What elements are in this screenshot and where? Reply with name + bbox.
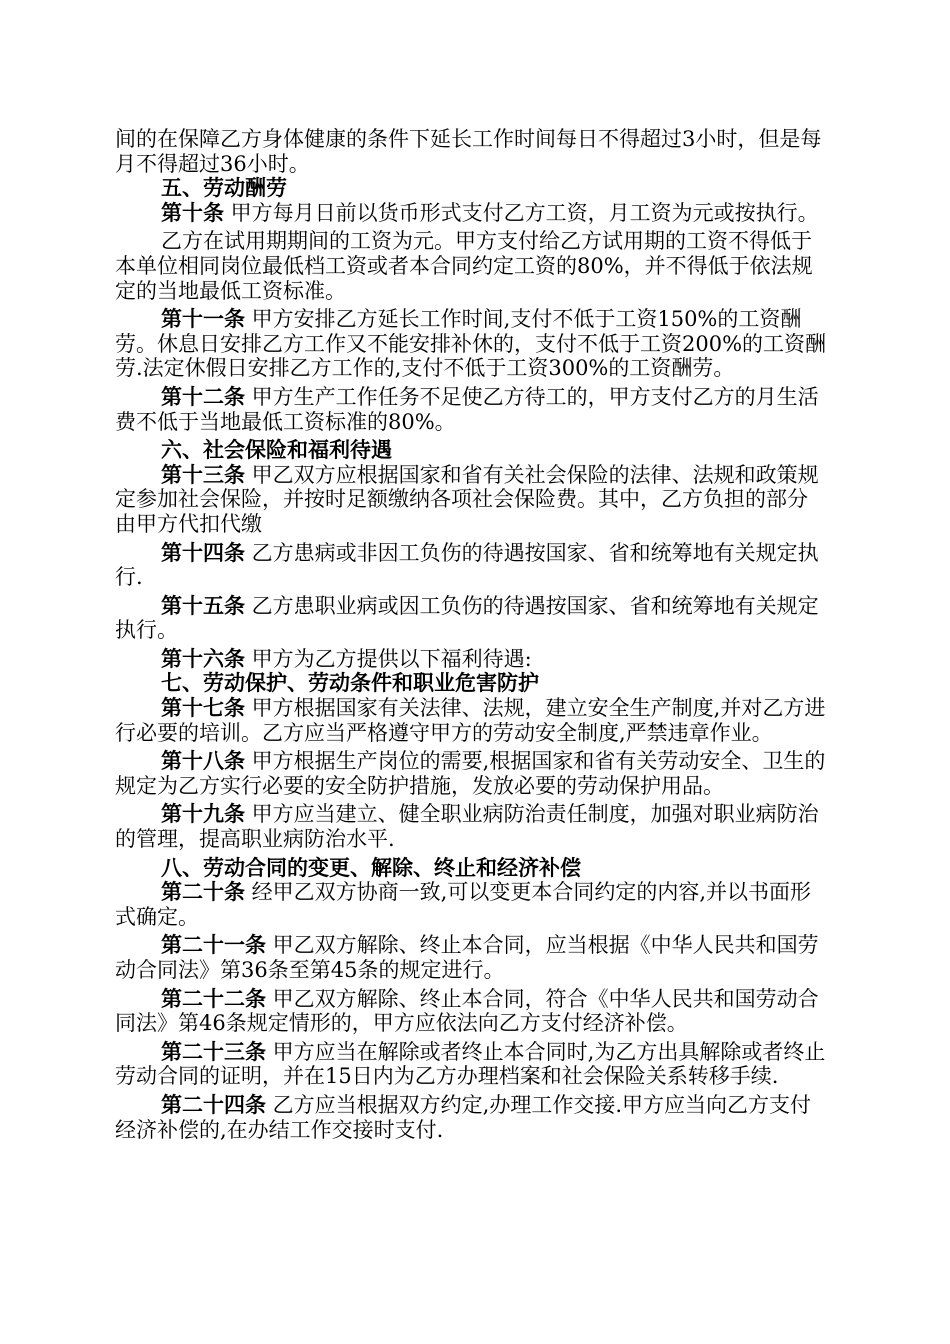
document-body bbox=[115, 127, 827, 1142]
article-22 bbox=[115, 987, 827, 1036]
article-label: 第二十二条 bbox=[161, 986, 266, 1011]
article-text: 乙方应当根据双方约定,办理工作交接.甲方应当向乙方支付经济补偿的,在办结工作交接时支付. bbox=[115, 1092, 812, 1142]
article-text: 甲方应当在解除或者终止本合同时,为乙方出具解除或者终止劳动合同的证明，并在15日内为乙方办理档案和社会保险关系转移手续. bbox=[115, 1039, 826, 1089]
section-heading-7 bbox=[115, 671, 827, 696]
article-label: 第十二条 bbox=[161, 384, 245, 409]
article-label: 第二十一条 bbox=[161, 933, 266, 958]
paragraph-text: 间的在保障乙方身体健康的条件下延长工作时间每日不得超过3小时，但是每月不得超过36小时。 bbox=[115, 127, 822, 176]
article-label: 第二十三条 bbox=[161, 1039, 266, 1064]
article-12 bbox=[115, 385, 827, 434]
article-17 bbox=[115, 696, 827, 745]
article-text: 甲乙双方解除、终止本合同，符合《中华人民共和国劳动合同法》第46条规定情形的，甲方应依法向乙方支付经济补偿。 bbox=[115, 986, 819, 1036]
section-heading-8 bbox=[115, 856, 827, 881]
article-text: 甲方根据生产岗位的需要,根据国家和省有关劳动安全、卫生的规定为乙方实行必要的安全防护措施，发放必要的劳动保护用品。 bbox=[115, 749, 826, 798]
article-14 bbox=[115, 541, 827, 590]
article-text: 甲乙双方解除、终止本合同，应当根据《中华人民共和国劳动合同法》第36条至第45条的规定进行。 bbox=[115, 933, 819, 982]
article-18 bbox=[115, 749, 827, 798]
section-heading-5 bbox=[115, 176, 827, 201]
article-19 bbox=[115, 802, 827, 851]
article-text: 甲方根据国家有关法律、法规，建立安全生产制度,并对乙方进行必要的培训。乙方应当严格遵守甲方的劳动安全制度,严禁违章作业。 bbox=[115, 696, 826, 745]
article-10 bbox=[115, 201, 827, 226]
article-24 bbox=[115, 1093, 827, 1142]
article-text: 甲方应当建立、健全职业病防治责任制度，加强对职业病防治的管理，提高职业病防治水平. bbox=[115, 802, 819, 852]
article-text: 乙方患职业病或因工负伤的待遇按国家、省和统筹地有关规定执行。 bbox=[115, 593, 819, 643]
article-label: 第十条 bbox=[161, 200, 224, 225]
article-label: 第二十条 bbox=[161, 880, 245, 905]
article-15 bbox=[115, 594, 827, 643]
article-label: 第十九条 bbox=[161, 802, 245, 827]
section-heading-6 bbox=[115, 438, 827, 463]
article-label: 第十八条 bbox=[161, 749, 245, 774]
article-label: 第二十四条 bbox=[161, 1092, 266, 1117]
article-21 bbox=[115, 933, 827, 982]
heading-text: 六、社会保险和福利待遇 bbox=[161, 438, 392, 463]
paragraph-probation-wage bbox=[115, 229, 827, 303]
article-text: 甲方生产工作任务不足使乙方待工的，甲方支付乙方的月生活费不低于当地最低工资标准的80%。 bbox=[115, 384, 819, 434]
article-11 bbox=[115, 307, 827, 381]
heading-text: 七、劳动保护、劳动条件和职业危害防护 bbox=[161, 671, 539, 696]
article-23 bbox=[115, 1040, 827, 1089]
article-16 bbox=[115, 647, 827, 672]
article-13 bbox=[115, 463, 827, 537]
article-text: 甲方安排乙方延长工作时间,支付不低于工资150%的工资酬劳。休息日安排乙方工作又不能安排补休的，支付不低于工资200%的工资酬劳.法定休假日安排乙方工作的,支付不低于工资300%的工资酬劳。 bbox=[115, 307, 827, 381]
heading-text: 八、劳动合同的变更、解除、终止和经济补偿 bbox=[161, 855, 581, 880]
article-label: 第十六条 bbox=[161, 646, 245, 671]
article-label: 第十一条 bbox=[161, 307, 245, 332]
article-text: 甲方为乙方提供以下福利待遇: bbox=[245, 646, 532, 671]
article-text: 经甲乙双方协商一致,可以变更本合同约定的内容,并以书面形式确定。 bbox=[115, 880, 812, 929]
article-20 bbox=[115, 880, 827, 929]
article-label: 第十三条 bbox=[161, 462, 245, 487]
article-text: 甲乙双方应根据国家和省有关社会保险的法律、法规和政策规定参加社会保险，并按时足额缴纳各项社会保险费。其中，乙方负担的部分由甲方代扣代缴 bbox=[115, 462, 819, 536]
heading-text: 五、劳动酬劳 bbox=[161, 176, 287, 201]
article-text: 乙方患病或非因工负伤的待遇按国家、省和统筹地有关规定执行. bbox=[115, 540, 819, 590]
article-label: 第十四条 bbox=[161, 540, 245, 565]
article-text: 甲方每月日前以货币形式支付乙方工资，月工资为元或按执行。 bbox=[224, 200, 819, 225]
paragraph-text: 乙方在试用期期间的工资为元。甲方支付给乙方试用期的工资不得低于本单位相同岗位最低档工资或者本合同约定工资的80%，并不得低于依法规定的当地最低工资标准。 bbox=[115, 229, 813, 303]
article-label: 第十五条 bbox=[161, 593, 245, 618]
article-label: 第十七条 bbox=[161, 696, 245, 721]
paragraph-0 bbox=[115, 127, 827, 176]
